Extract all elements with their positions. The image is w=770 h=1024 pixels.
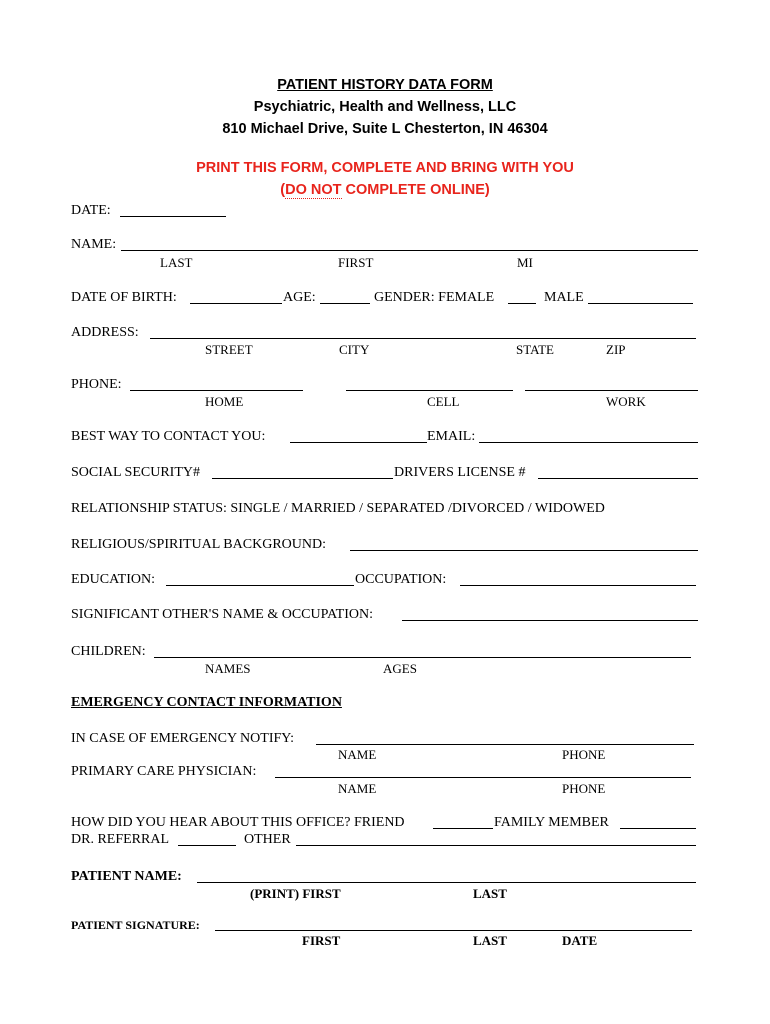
cell-phone-line[interactable] [346, 390, 513, 391]
female-line[interactable] [508, 303, 536, 304]
online-notice-open: ( [280, 182, 286, 198]
occupation-line[interactable] [460, 585, 696, 586]
family-member-label: FAMILY MEMBER [494, 815, 609, 830]
physician-name-caption: NAME [338, 781, 377, 796]
gender-female-label: GENDER: FEMALE [374, 290, 495, 305]
zip-caption: ZIP [606, 342, 626, 357]
drivers-license-line[interactable] [538, 478, 698, 479]
form-title: PATIENT HISTORY DATA FORM [277, 77, 493, 93]
education-line[interactable] [166, 585, 354, 586]
organization-address: 810 Michael Drive, Suite L Chesterton, IN 46304 [222, 121, 548, 137]
gender-male-label: MALE [544, 290, 584, 305]
online-notice [0, 182, 770, 198]
date-label: DATE: [71, 203, 111, 218]
other-label: OTHER [244, 832, 291, 847]
work-caption: WORK [606, 394, 646, 409]
emergency-notify-label: IN CASE OF EMERGENCY NOTIFY: [71, 731, 294, 746]
ages-caption: AGES [383, 661, 417, 676]
patient-name-label: PATIENT NAME: [71, 869, 182, 884]
print-last-caption: LAST [473, 886, 507, 901]
emergency-notify-line[interactable] [316, 744, 694, 745]
signature-last-caption: LAST [473, 933, 507, 948]
other-line[interactable] [296, 845, 696, 846]
dr-referral-label: DR. REFERRAL [71, 832, 170, 847]
patient-signature-line[interactable] [215, 930, 692, 931]
date-line[interactable] [120, 216, 226, 217]
religious-line[interactable] [350, 550, 698, 551]
best-way-label: BEST WAY TO CONTACT YOU: [71, 429, 266, 444]
patient-signature-label: PATIENT SIGNATURE: [71, 918, 200, 932]
significant-other-line[interactable] [402, 620, 698, 621]
name-first-caption: FIRST [338, 255, 374, 270]
physician-phone-caption: PHONE [562, 781, 606, 796]
relationship-status-label: RELATIONSHIP STATUS: SINGLE / MARRIED / SEPARATED /DIVORCED / WIDOWED [71, 501, 605, 516]
name-last-caption: LAST [160, 255, 193, 270]
occupation-label: OCCUPATION: [355, 572, 447, 587]
best-way-line[interactable] [290, 442, 427, 443]
city-caption: CITY [339, 342, 370, 357]
physician-label: PRIMARY CARE PHYSICIAN: [71, 764, 257, 779]
signature-first-caption: FIRST [302, 933, 341, 948]
print-first-caption: (PRINT) FIRST [250, 886, 341, 901]
ssn-label: SOCIAL SECURITY# [71, 465, 200, 480]
ssn-line[interactable] [212, 478, 393, 479]
name-line[interactable] [121, 250, 698, 251]
drivers-license-label: DRIVERS LICENSE # [394, 465, 526, 480]
age-label: AGE: [283, 290, 316, 305]
emergency-heading: EMERGENCY CONTACT INFORMATION [71, 695, 342, 710]
dr-referral-line[interactable] [178, 845, 236, 846]
cell-caption: CELL [427, 394, 460, 409]
address-label: ADDRESS: [71, 325, 139, 340]
religious-label: RELIGIOUS/SPIRITUAL BACKGROUND: [71, 537, 326, 552]
home-phone-line[interactable] [130, 390, 303, 391]
emergency-phone-caption: PHONE [562, 747, 606, 762]
dob-line[interactable] [190, 303, 282, 304]
family-member-line[interactable] [620, 828, 696, 829]
emergency-name-caption: NAME [338, 747, 377, 762]
age-line[interactable] [320, 303, 370, 304]
home-caption: HOME [205, 394, 244, 409]
male-line[interactable] [588, 303, 693, 304]
work-phone-line[interactable] [525, 390, 698, 391]
online-notice-rest: COMPLETE ONLINE) [341, 182, 490, 198]
address-line[interactable] [150, 338, 696, 339]
physician-line[interactable] [275, 777, 691, 778]
children-label: CHILDREN: [71, 644, 146, 659]
online-notice-emphasis: DO NOT [285, 182, 342, 198]
names-caption: NAMES [205, 661, 251, 676]
email-label: EMAIL: [427, 429, 476, 444]
friend-line[interactable] [433, 828, 493, 829]
name-mi-caption: MI [517, 255, 533, 270]
street-caption: STREET [205, 342, 253, 357]
state-caption: STATE [516, 342, 554, 357]
children-line[interactable] [154, 657, 691, 658]
dob-label: DATE OF BIRTH: [71, 290, 177, 305]
patient-name-line[interactable] [197, 882, 696, 883]
signature-date-caption: DATE [562, 933, 598, 948]
name-label: NAME: [71, 237, 117, 252]
print-notice: PRINT THIS FORM, COMPLETE AND BRING WITH YOU [196, 160, 574, 176]
email-line[interactable] [479, 442, 698, 443]
organization-name: Psychiatric, Health and Wellness, LLC [253, 99, 517, 115]
significant-other-label: SIGNIFICANT OTHER'S NAME & OCCUPATION: [71, 607, 373, 622]
education-label: EDUCATION: [71, 572, 155, 587]
referral-question: HOW DID YOU HEAR ABOUT THIS OFFICE? FRIEND [71, 815, 405, 830]
phone-label: PHONE: [71, 377, 122, 392]
